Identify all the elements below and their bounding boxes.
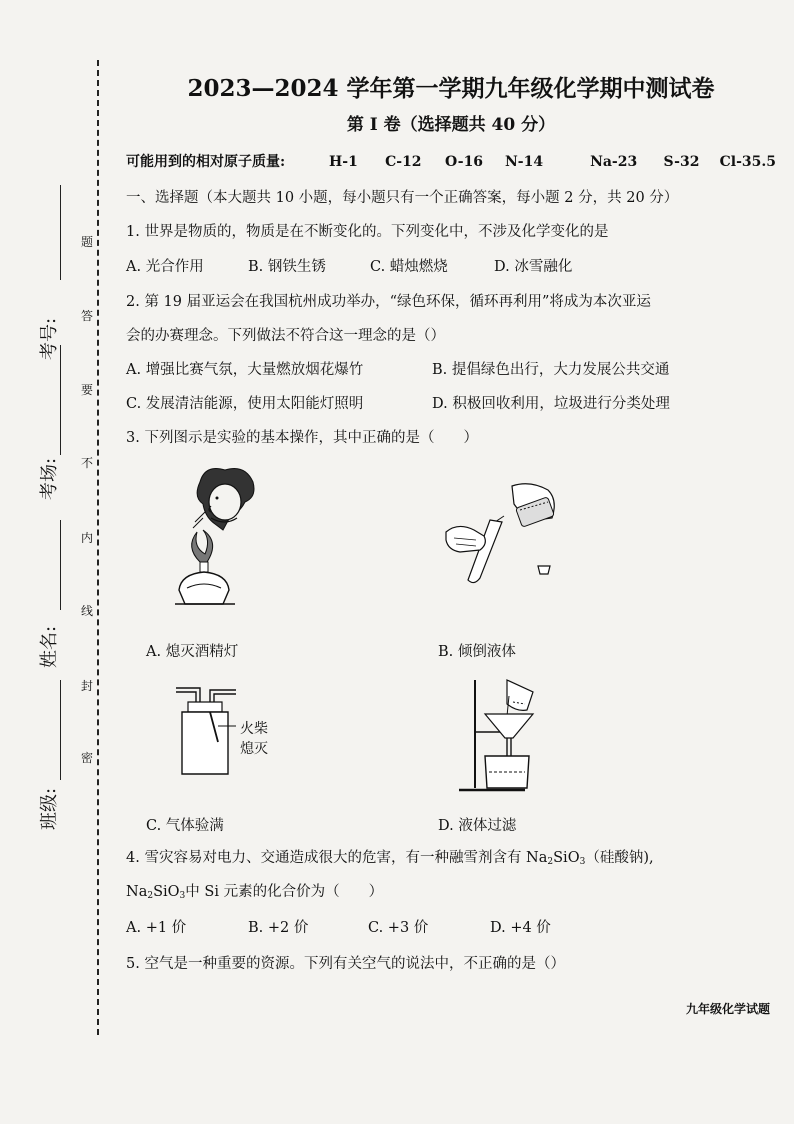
match-extinguish-annotation-2: 熄灭	[240, 741, 268, 757]
exam-number-label: 考号:	[39, 317, 60, 360]
seal-char: 不	[80, 456, 93, 470]
seal-char: 密	[80, 751, 93, 765]
section-heading: 一、选择题（本大题共 10 小题，每小题只有一个正确答案，每小题 2 分，共 20 分）	[126, 190, 679, 206]
seal-char: 内	[80, 531, 93, 545]
option-c: C. +3 价	[368, 920, 429, 936]
exam-room-label: 考场:	[39, 457, 60, 500]
seal-char: 封	[80, 679, 93, 693]
figure-c-label: C. 气体验满	[146, 818, 224, 834]
atomic-masses-label: 可能用到的相对原子质量:	[126, 154, 286, 170]
option-a: A. 增强比赛气氛，大量燃放烟花爆竹	[126, 362, 364, 378]
name-line	[60, 520, 61, 610]
option-d: D. 冰雪融化	[494, 259, 573, 275]
question-5-stem: 5. 空气是一种重要的资源。下列有关空气的说法中，不正确的是（）	[126, 956, 565, 972]
question-2-stem-line2: 会的办赛理念。下列做法不符合这一理念的是（）	[126, 328, 445, 344]
question-4-stem-line2: $Na_2SiO_3$中 Si 元素的化合价为（ ）	[126, 884, 384, 901]
figure-a-label: A. 熄灭酒精灯	[146, 644, 239, 660]
filtration-setup-figure	[455, 676, 555, 798]
seal-char: 答	[80, 309, 93, 323]
atomic-mass: H-1	[329, 154, 358, 170]
question-2-options-row1	[126, 360, 669, 380]
page-footer: 九年级化学试题	[686, 1002, 771, 1016]
option-b: B. 钢铁生锈	[248, 259, 326, 275]
option-a: A. +1 价	[126, 920, 187, 936]
question-2-stem-line1: 2. 第 19 届亚运会在我国杭州成功举办，“绿色环保，循环再利用”将成为本次亚运	[126, 294, 651, 310]
seal-dashed-line	[97, 60, 99, 1035]
question-3-stem: 3. 下列图示是实验的基本操作，其中正确的是（ ）	[126, 430, 478, 446]
question-4-stem-line1: 4. 雪灾容易对电力、交通造成很大的危害，有一种融雪剂含有 $Na_2SiO_3$（硅酸钠),	[126, 850, 654, 867]
exam-room-line	[60, 345, 61, 455]
option-c: C. 发展清洁能源，使用太阳能灯照明	[126, 396, 364, 412]
match-extinguish-annotation-1: 火柴	[240, 721, 268, 737]
binding-margin	[0, 0, 110, 1124]
question-2-options-row2	[126, 394, 670, 414]
option-b: B. +2 价	[248, 920, 309, 936]
name-label: 姓名:	[39, 625, 60, 668]
figure-b-label: B. 倾倒液体	[438, 644, 516, 660]
option-a: A. 光合作用	[126, 259, 204, 275]
class-label: 班级:	[39, 787, 60, 830]
exam-subtitle: 第 I 卷（选择题共 40 分）	[346, 115, 556, 135]
option-c: C. 蜡烛燃烧	[370, 259, 448, 275]
figure-d-label: D. 液体过滤	[438, 818, 517, 834]
atomic-mass: C-12	[385, 154, 422, 170]
exam-title: 2023—2024 学年第一学期九年级化学期中测试卷	[187, 75, 715, 102]
atomic-masses-row	[126, 152, 776, 172]
question-1-stem: 1. 世界是物质的，物质是在不断变化的。下列变化中，不涉及化学变化的是	[126, 224, 609, 240]
seal-char: 题	[80, 235, 93, 249]
gas-collection-bottle-figure	[170, 682, 250, 782]
pouring-liquid-figure	[440, 480, 570, 590]
option-d: D. +4 价	[490, 920, 551, 936]
exam-number-line	[60, 185, 61, 280]
atomic-mass: O-16	[445, 154, 484, 170]
seal-char: 要	[80, 383, 93, 397]
question-4-options	[126, 918, 551, 938]
atomic-mass: Cl-35.5	[719, 154, 776, 170]
atomic-mass: S-32	[663, 154, 700, 170]
option-d: D. 积极回收利用，垃圾进行分类处理	[432, 396, 670, 412]
atomic-mass: N-14	[504, 154, 544, 170]
alcohol-lamp-blowing-figure	[145, 462, 275, 612]
atomic-mass: Na-23	[590, 154, 638, 170]
option-b: B. 提倡绿色出行，大力发展公共交通	[432, 362, 670, 378]
class-line	[60, 680, 61, 780]
question-1-options	[126, 257, 572, 277]
seal-char: 线	[80, 604, 93, 618]
